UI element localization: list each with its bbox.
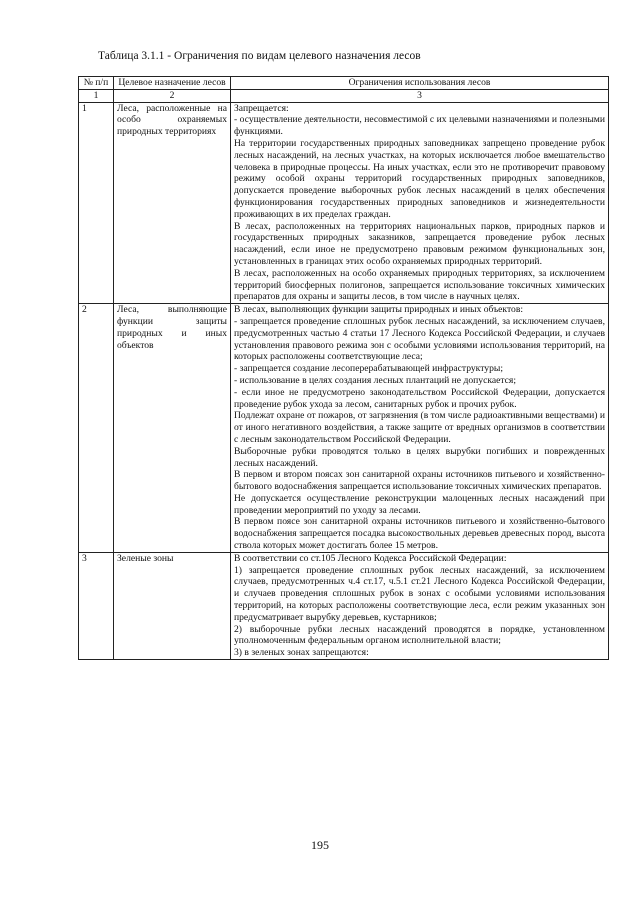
row-purpose: Зеленые зоны <box>114 552 231 659</box>
col-number-1: 1 <box>79 89 114 102</box>
header-purpose: Целевое назначение лесов <box>114 77 231 90</box>
restrictions-table <box>78 76 609 660</box>
restriction-paragraph: Выборочные рубки проводятся только в целях вырубки погибших и поврежденных лесных насаждений. <box>234 445 605 469</box>
restriction-paragraph: В первом поясе зон санитарной охраны источников питьевого и хозяйственно-бытового водоснабжения запрещается посадка высокоствольных деревьев древесных пород, высота ствола которых может достигать более 15 метров. <box>234 516 605 552</box>
table-caption: Таблица 3.1.1 - Ограничения по видам целевого назначения лесов <box>98 50 421 62</box>
table-header-row <box>79 77 609 90</box>
restriction-paragraph: - запрещается проведение сплошных рубок лесных насаждений, за исключением случаев, предусмотренных частью 4 статьи 17 Лесного Кодекса Российской Федерации, и случаев установления правового режима зон с особыми условиями использования территорий, на которых расположены соответствующие леса; <box>234 315 605 363</box>
row-purpose: Леса, выполняющие функции защиты природных и иных объектов <box>114 304 231 553</box>
restriction-paragraph: В лесах, выполняющих функции защиты природных и иных объектов: <box>234 304 524 316</box>
col-number-3: 3 <box>231 89 609 102</box>
table-row <box>79 102 609 304</box>
restriction-paragraph: В первом и втором поясах зон санитарной охраны источников питьевого и хозяйственно-бытового водоснабжения запрещается использование токсичных химических препаратов. <box>234 469 605 493</box>
row-restrictions <box>231 552 609 659</box>
restriction-paragraph: 1) запрещается проведение сплошных рубок лесных насаждений, за исключением случаев, предусмотренных ч.4 ст.17, ч.5.1 ст.21 Лесного Кодекса Российской Федерации, и случаев проведения сплошных рубок в зонах с особыми условиями использования территорий, на которых расположены соответствующие леса, если режим указанных зон предусматривает вырубку деревьев, кустарников; <box>234 564 605 623</box>
row-restrictions <box>231 304 609 553</box>
row-number: 3 <box>79 552 114 659</box>
restriction-paragraph: В лесах, расположенных на особо охраняемых природных территориях, за исключением территорий биосферных полигонов, запрещается использование токсичных химических препаратов для охраны и защиты лесов, в том числе в научных целях. <box>234 267 605 303</box>
restriction-paragraph: В соответствии со ст.105 Лесного Кодекса Российской Федерации: <box>234 552 507 564</box>
table-row <box>79 552 609 659</box>
restriction-paragraph: - если иное не предусмотрено законодательством Российской Федерации, допускается проведение рубок ухода за лесом, санитарных рубок и прочих рубок. <box>234 386 605 410</box>
column-numbering-row <box>79 89 609 102</box>
col-number-2: 2 <box>114 89 231 102</box>
restriction-paragraph: - осуществление деятельности, несовместимой с их целевыми назначениями и полезными функциями. <box>234 114 605 138</box>
row-purpose: Леса, расположенные на особо охраняемых природных территориях <box>114 102 231 304</box>
row-number: 1 <box>79 102 114 304</box>
header-restrictions: Ограничения использования лесов <box>231 77 609 90</box>
restriction-paragraph: В лесах, расположенных на территориях национальных парков, природных парков и государственных природных заказников, запрещается проведение рубок лесных насаждений, если иное не предусмотрено правовым режимом функциональных зон, установленных в границах этих особо охраняемых природных территорий. <box>234 220 605 267</box>
restriction-paragraph: Подлежат охране от пожаров, от загрязнения (в том числе радиоактивными веществами) и от иного негативного воздействия, а также защите от вредных организмов в соответствии с лесным законодательством Российской Федерации. <box>234 410 605 445</box>
table-row <box>79 304 609 553</box>
restriction-paragraph: - использование в целях создания лесных плантаций не допускается; <box>234 374 517 386</box>
page-number: 195 <box>311 838 329 852</box>
row-number: 2 <box>79 304 114 553</box>
row-restrictions <box>231 102 609 304</box>
restriction-paragraph: На территории государственных природных заповедниках запрещено проведение рубок лесных насаждений, на лесных участках, на которых исключается любое вмешательство человека в природные процессы. На иных участках, если это не противоречит правовому режиму особой охраны территорий государственных природных заповедников, допускается проведение выборочных рубок лесных насаждений в целях обеспечения функционирования государственных природных заповедников и жизнедеятельности проживающих в их пределах граждан. <box>234 137 605 220</box>
restriction-paragraph: - запрещается создание лесоперерабатывающей инфраструктуры; <box>234 363 503 375</box>
restriction-paragraph: Не допускается осуществление реконструкции малоценных лесных насаждений при проведении мероприятий по уходу за лесами. <box>234 492 605 516</box>
restriction-paragraph: Запрещается: <box>234 102 289 114</box>
header-number: № п/п <box>79 77 114 90</box>
restriction-paragraph: 3) в зеленых зонах запрещаются: <box>234 647 369 659</box>
restriction-paragraph: 2) выборочные рубки лесных насаждений проводятся в порядке, установленном уполномоченным федеральным органом исполнительной власти; <box>234 623 605 647</box>
